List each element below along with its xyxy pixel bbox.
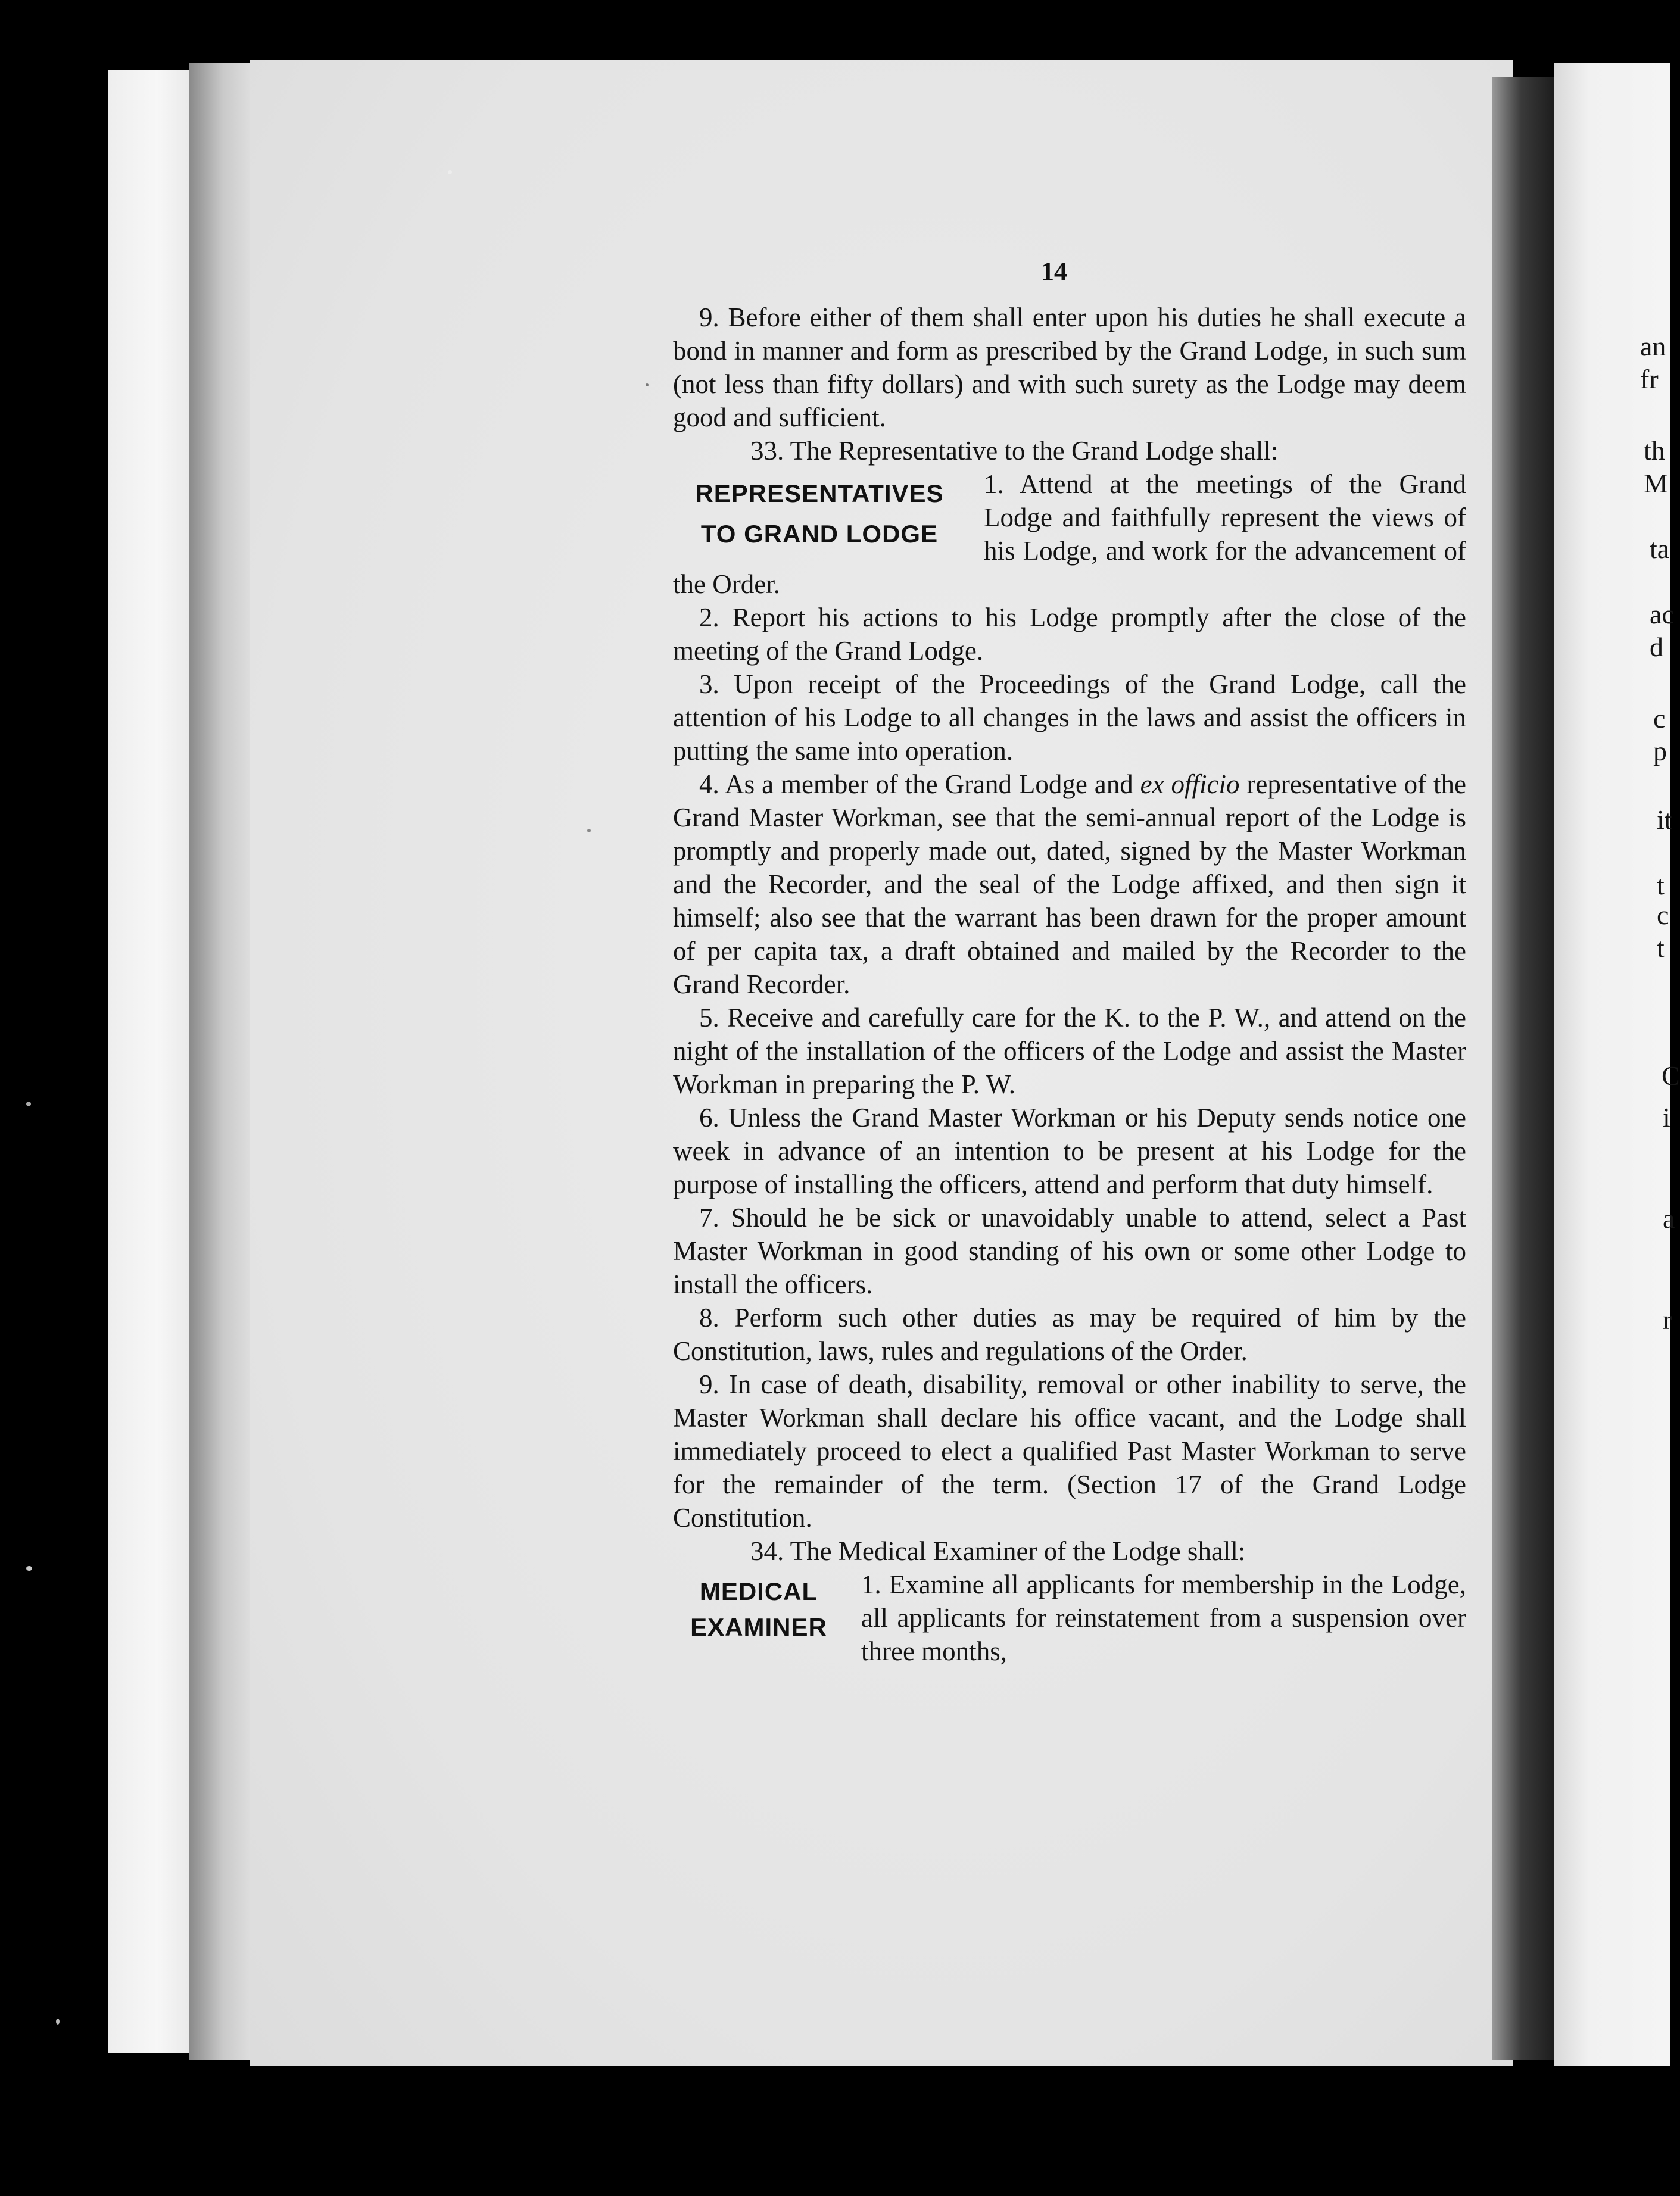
section-34-heading: 34. The Medical Examiner of the Lodge shall: [750, 1536, 1246, 1566]
facing-page-fragment: an [1640, 331, 1666, 361]
facing-page-fragment: C [1662, 1060, 1680, 1091]
facing-page-fragment: th [1644, 435, 1665, 466]
duty-7-sick: 7. Should he be sick or unavoidably unable to attend, select a Past Master Workman in good standing of his own or some other Lodge to install the officers. [673, 1203, 1466, 1299]
duty-4-text-end: representative of the Grand Master Workman, see that the semi-annual report of the Lodge is promptly and properly made out, dated, signed by the Master Workman and the Recorder, and the seal of the Lodge affixed, and then sign it himself; also see that the warrant has been drawn for the proper amount of per capita tax, a draft obtained and mailed by the Recorder to the Grand Recorder. [673, 769, 1466, 999]
page-body [673, 301, 1466, 1668]
book-edge-left [108, 70, 198, 2053]
duty-4-member [673, 768, 1466, 1001]
medical-duty-1: 1. Examine all applicants for membership in the Lodge, all applicants for reinstatement from a suspension over three months, [861, 1570, 1466, 1666]
margin-heading-representatives [672, 470, 967, 554]
paragraph-9-bond: 9. Before either of them shall enter upon his duties he shall execute a bond in manner and form as prescribed by the Grand Lodge, in such sum (not less than fifty dollars) and with such surety as the Lodge may deem good and sufficient. [673, 302, 1466, 432]
duty-3-proceedings: 3. Upon receipt of the Proceedings of the Grand Lodge, call the attention of his Lodge to all changes in the laws and assist the officers in putting the same into operation. [673, 669, 1466, 766]
dust-speck [448, 170, 452, 174]
facing-page-fragment: M [1644, 468, 1668, 498]
duty-8-other: 8. Perform such other duties as may be required of him by the Constitution, laws, rules and regulations of the Order. [673, 1303, 1466, 1366]
facing-page-fragment: p [1653, 736, 1667, 766]
book-gutter [1492, 77, 1557, 2060]
facing-page-fragment: a [1663, 1203, 1675, 1234]
page-number: 14 [1041, 257, 1067, 286]
duty-4-text-start: 4. As a member of the Grand Lodge and [699, 769, 1140, 799]
facing-page-fragment: t [1657, 932, 1665, 963]
dust-speck [56, 2019, 60, 2025]
dust-speck [587, 829, 591, 832]
facing-page-fragment: ta [1650, 534, 1670, 564]
facing-page-fragment: d [1650, 632, 1663, 662]
facing-page-fragment: c [1653, 703, 1666, 734]
facing-page-fragment: fr [1640, 364, 1659, 394]
duty-5-receive: 5. Receive and carefully care for the K. to the P. W., and attend on the night of the installation of the officers of the Lodge and assist the Master Workman in preparing the P. W. [673, 1003, 1466, 1099]
dust-speck [26, 1102, 31, 1106]
margin-heading-line: TO GRAND LODGE [700, 520, 939, 548]
facing-page-fragment: i [1663, 1102, 1670, 1133]
section-33-heading: 33. The Representative to the Grand Lodge shall: [750, 436, 1279, 466]
facing-page-fragment: t [1657, 870, 1665, 900]
facing-page-fragment: c [1657, 900, 1669, 930]
duty-2-report: 2. Report his actions to his Lodge promptly after the close of the meeting of the Grand Lodge. [673, 603, 1466, 666]
margin-heading-line: EXAMINER [690, 1613, 827, 1641]
margin-heading-line: REPRESENTATIVES [695, 479, 944, 507]
margin-heading-medical [673, 1570, 844, 1645]
representative-duties [673, 467, 1466, 601]
duty-6-installation: 6. Unless the Grand Master Workman or his Deputy sends notice one week in advance of an intention to be present at his Lodge for the purpose of installing the officers, attend and perform that duty himself. [673, 1103, 1466, 1199]
duty-1-attend: 1. Attend at the meetings of the Grand Lodge and faithfully represent the views of his Lodge, and work for the advancement of the Order. [673, 469, 1466, 599]
facing-page-fragment: ac [1650, 599, 1674, 629]
facing-page-fragment: it [1657, 804, 1672, 835]
margin-heading-line: MEDICAL [699, 1577, 818, 1605]
facing-page-fragment: r [1663, 1305, 1672, 1335]
medical-examiner-duties [673, 1568, 1466, 1668]
ex-officio-italic: ex officio [1140, 769, 1240, 799]
duty-9-vacancy: 9. In case of death, disability, removal or other inability to serve, the Master Workman shall declare his office vacant, and the Lodge shall immediately proceed to elect a qualified Past Master Workman to serve for the remainder of the term. (Section 17 of the Grand Lodge Constitution. [673, 1370, 1466, 1533]
dust-speck [646, 383, 649, 386]
dust-speck [26, 1566, 32, 1571]
